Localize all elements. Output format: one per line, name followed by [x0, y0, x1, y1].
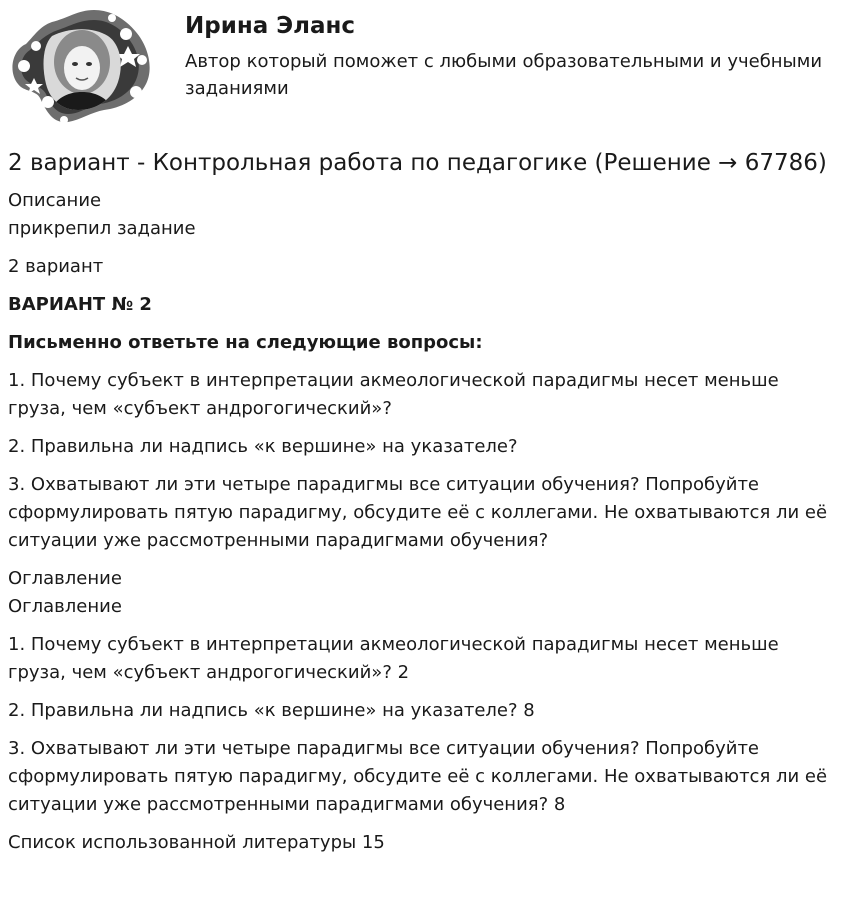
attached-note: прикрепил задание [8, 218, 196, 239]
variant-short: 2 вариант [8, 256, 104, 277]
toc-item-3: 3. Охватывают ли эти четыре парадигмы все ситуации обучения? Попробуйте сформулировать пятую парадигму, обсудите её с коллегами. Не охватываются ли её ситуации уже рассмотренными парадигмами обучения? 8 [8, 738, 828, 815]
toc-heading: Оглавление [8, 596, 122, 617]
author-name: Ирина Эланс [185, 13, 356, 39]
question-2: 2. Правильна ли надпись «к вершине» на указателе? [8, 436, 518, 457]
question-3: 3. Охватывают ли эти четыре парадигмы все ситуации обучения? Попробуйте сформулировать пятую парадигму, обсудите её с коллегами. Не охватываются ли её ситуации уже рассмотренными парадигмами обучения? [8, 474, 828, 551]
description-label: Описание [8, 190, 102, 211]
author-card [8, 6, 838, 130]
page-title: 2 вариант - Контрольная работа по педагогике (Решение → 67786) [8, 150, 827, 176]
variant-heading: ВАРИАНТ № 2 [8, 294, 152, 315]
toc-item-4: Список использованной литературы 15 [8, 832, 385, 853]
toc-label: Оглавление [8, 568, 122, 589]
portrait-photo-icon [8, 6, 152, 128]
work-content [8, 148, 838, 857]
question-1: 1. Почему субъект в интерпретации акмеологической парадигмы несет меньше груза, чем «субъект андрогогический»? [8, 370, 779, 419]
toc-item-2: 2. Правильна ли надпись «к вершине» на указателе? 8 [8, 700, 535, 721]
instruction: Письменно ответьте на следующие вопросы: [8, 332, 483, 353]
toc-item-1: 1. Почему субъект в интерпретации акмеологической парадигмы несет меньше груза, чем «субъект андрогогический»? 2 [8, 634, 779, 683]
author-bio: Автор который поможет с любыми образовательными и учебными заданиями [185, 51, 823, 99]
